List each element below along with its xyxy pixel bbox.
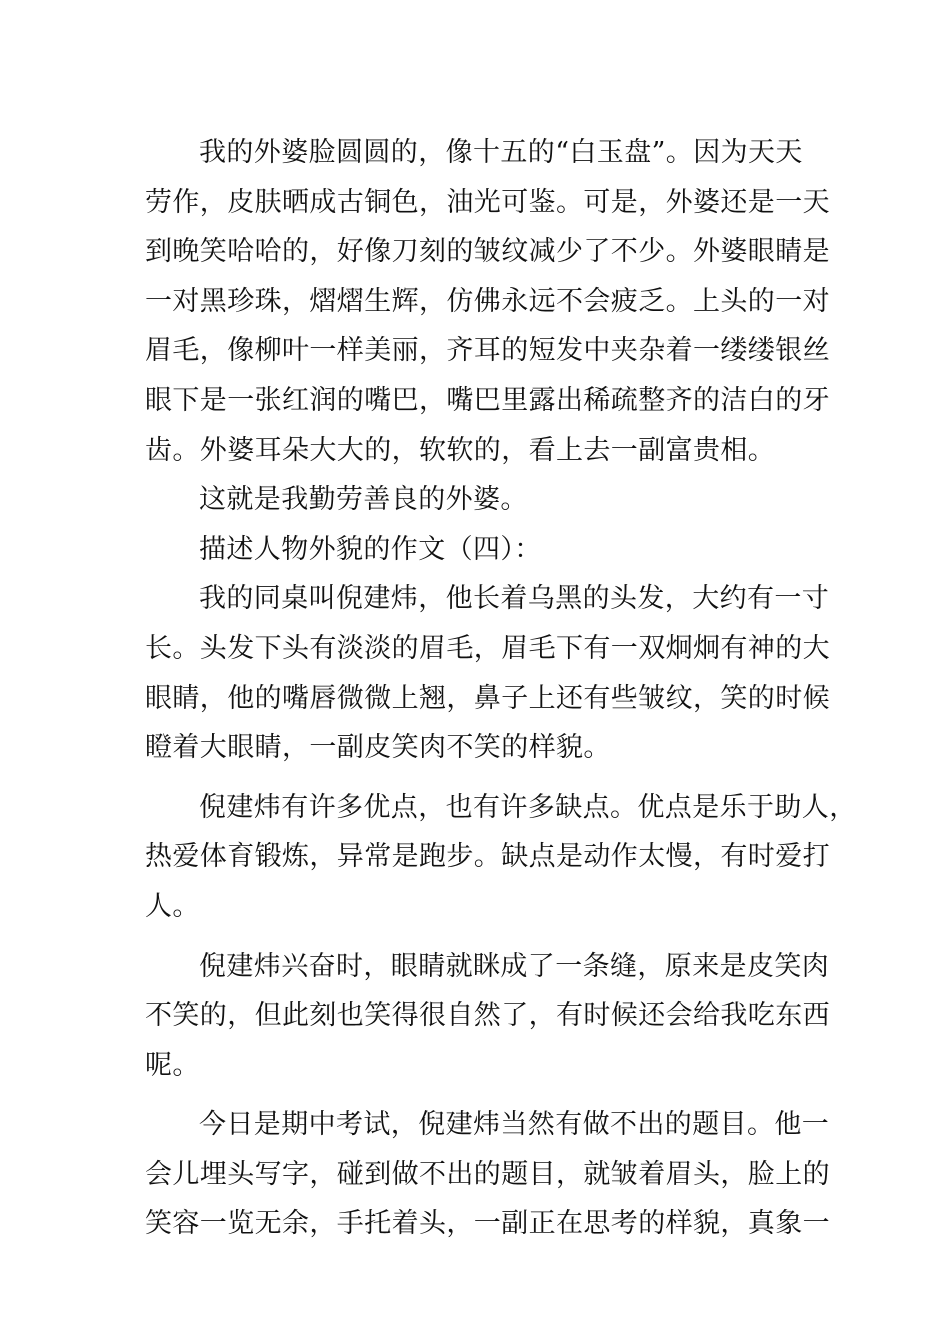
paragraph-gap: [145, 932, 810, 942]
text-line: 会儿埋头写字，碰到做不出的题目，就皱着眉头，脸上的: [145, 1158, 830, 1190]
section-heading: [145, 525, 810, 575]
paragraph: [145, 1100, 830, 1249]
paragraph: [145, 942, 830, 1091]
text-line: 瞪着大眼睛，一副皮笑肉不笑的样貌。: [145, 732, 611, 764]
text-line: 到晚笑哈哈的，好像刀刻的皱纹减少了不少。外婆眼睛是: [145, 236, 830, 268]
paragraph-gap: [145, 1090, 810, 1100]
text-line: 倪建炜兴奋时，眼睛就眯成了一条缝，原来是皮笑肉: [199, 950, 830, 982]
text-line: 人。: [145, 890, 200, 922]
paragraph: [145, 574, 830, 772]
paragraph: [145, 128, 830, 475]
text-line: 我的同桌叫倪建炜，他长着乌黑的头发，大约有一寸: [199, 583, 830, 615]
text-line: 一对黑珍珠，熠熠生辉，仿佛永远不会疲乏。上头的一对: [145, 285, 830, 317]
text-line: 笑容一览无余，手托着头，一副正在思考的样貌，真象一: [145, 1208, 830, 1240]
text-line: 今日是期中考试，倪建炜当然有做不出的题目。他一: [199, 1109, 830, 1141]
text-line: 倪建炜有许多优点，也有许多缺点。优点是乐于助人，: [199, 791, 857, 823]
text-line: 眉毛，像柳叶一样美丽，齐耳的短发中夹杂着一缕缕银丝: [145, 335, 830, 367]
text-line: 这就是我勤劳善良的外婆。: [199, 484, 528, 516]
text-line: 不笑的，但此刻也笑得很自然了，有时候还会给我吃东西: [145, 1000, 830, 1032]
paragraph: [145, 475, 810, 525]
text-line: 眼下是一张红润的嘴巴，嘴巴里露出稀疏整齐的洁白的牙: [145, 384, 830, 416]
paragraph: [145, 783, 857, 932]
essay-body: [145, 128, 857, 1249]
text-line: 齿。外婆耳朵大大的，软软的，看上去一副富贵相。: [145, 434, 776, 466]
text-line: 长。头发下头有淡淡的眉毛，眉毛下有一双炯炯有神的大: [145, 632, 830, 664]
text-line: 我的外婆脸圆圆的，像十五的“白玉盘”。因为天天: [199, 137, 803, 168]
text-line: 描述人物外貌的作文（四）：: [199, 533, 542, 565]
paragraph-gap: [145, 773, 810, 783]
text-line: 眼睛，他的嘴唇微微上翘，鼻子上还有些皱纹，笑的时候: [145, 682, 830, 714]
text-line: 热爱体育锻炼，异常是跑步。缺点是动作太慢，有时爱打: [145, 841, 830, 873]
text-line: 劳作，皮肤晒成古铜色，油光可鉴。可是，外婆还是一天: [145, 186, 830, 218]
text-line: 呢。: [145, 1049, 200, 1081]
